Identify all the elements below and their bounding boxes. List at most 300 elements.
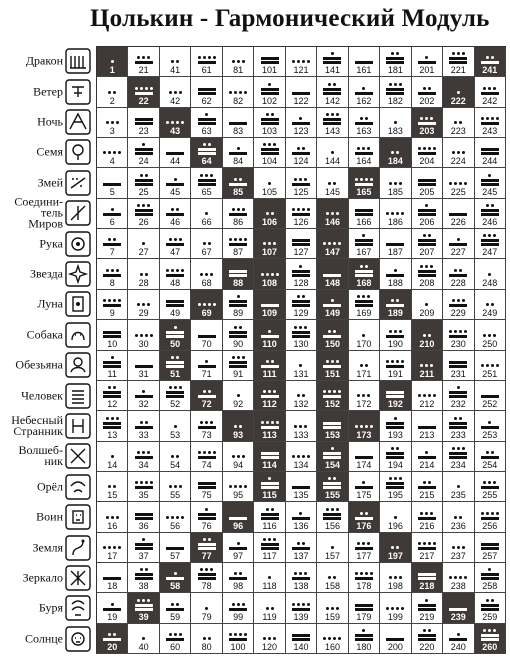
tone-glyph (299, 364, 302, 368)
kin-number: 259 (482, 611, 498, 622)
tone-glyph (106, 516, 119, 520)
kin-cell (349, 593, 380, 623)
seal-row (0, 593, 96, 623)
kin-number: 134 (293, 459, 309, 470)
kin-number: 16 (107, 520, 118, 531)
kin-cell (475, 138, 506, 168)
tone-glyph (198, 174, 216, 186)
tone-glyph (266, 607, 274, 611)
kin-cell (160, 442, 191, 472)
seal-sidebar (0, 46, 96, 654)
kin-cell (128, 472, 159, 502)
tone-glyph (292, 455, 310, 459)
kin-number: 36 (138, 520, 149, 531)
tone-glyph (166, 326, 184, 338)
kin-cell (128, 351, 159, 381)
kin-number: 199 (387, 611, 403, 622)
kin-number: 224 (450, 156, 466, 167)
kin-number: 181 (387, 65, 403, 76)
kin-number: 69 (201, 308, 212, 319)
tone-glyph (328, 576, 336, 580)
kin-cell (223, 108, 254, 138)
tone-glyph (389, 182, 402, 186)
mirror-seal-icon (65, 565, 91, 591)
tone-glyph (386, 417, 404, 429)
kin-cell (97, 593, 128, 623)
kin-number: 203 (419, 126, 435, 137)
kin-cell (97, 259, 128, 289)
kin-number: 22 (138, 95, 149, 106)
kin-number: 147 (324, 247, 340, 258)
sun-seal-icon (65, 626, 91, 652)
kin-cell (254, 47, 285, 77)
kin-cell (128, 47, 159, 77)
tone-glyph (481, 568, 499, 580)
seal-row (0, 350, 96, 380)
seal-row (0, 228, 96, 258)
kin-cell-portal (254, 320, 285, 350)
kin-cell (475, 259, 506, 289)
kin-number: 60 (170, 642, 181, 652)
tone-glyph (135, 451, 153, 459)
tone-glyph (323, 360, 341, 368)
tone-glyph (386, 477, 404, 489)
tone-glyph (449, 417, 467, 429)
seal-name: Ветер (33, 84, 63, 99)
kin-number: 165 (356, 186, 372, 197)
tone-glyph (111, 455, 114, 459)
kin-number: 149 (324, 308, 340, 319)
tone-glyph (449, 299, 467, 307)
tone-glyph (355, 572, 373, 580)
kin-cell (160, 229, 191, 259)
kin-number: 220 (419, 642, 435, 652)
tone-glyph (166, 603, 184, 611)
kin-number: 106 (262, 217, 278, 228)
kin-number: 178 (356, 581, 372, 592)
kin-number: 238 (450, 581, 466, 592)
kin-number: 169 (356, 308, 372, 319)
tone-glyph (198, 360, 216, 368)
kin-cell (191, 351, 222, 381)
kin-number: 212 (419, 399, 435, 410)
kin-number: 251 (482, 368, 498, 379)
kin-number: 91 (233, 368, 244, 379)
kin-cell (412, 502, 443, 532)
kin-number: 139 (293, 611, 309, 622)
tone-glyph (323, 52, 341, 64)
tone-glyph (420, 364, 433, 368)
kin-number: 94 (233, 459, 244, 470)
kin-cell (475, 351, 506, 381)
tone-glyph (386, 242, 404, 246)
storm-seal-icon (65, 595, 91, 621)
kin-number: 258 (482, 581, 498, 592)
kin-number: 158 (324, 581, 340, 592)
tone-glyph (229, 208, 247, 216)
kin-number: 227 (450, 247, 466, 258)
kin-cell (223, 593, 254, 623)
kin-number: 256 (482, 520, 498, 531)
wizard-seal-icon (65, 443, 91, 469)
kin-cell-portal (412, 108, 443, 138)
tone-glyph (103, 238, 121, 246)
kin-cell (223, 442, 254, 472)
kin-number: 236 (450, 520, 466, 531)
kin-cell (317, 168, 348, 198)
tone-glyph (292, 512, 310, 520)
kin-cell (286, 442, 317, 472)
kin-number: 144 (324, 156, 340, 167)
kin-number: 86 (233, 217, 244, 228)
tone-glyph (481, 629, 499, 641)
tone-glyph (423, 334, 431, 338)
tone-glyph (135, 481, 153, 489)
kin-number: 219 (419, 611, 435, 622)
kin-cell-portal (412, 351, 443, 381)
kin-cell (475, 320, 506, 350)
tone-glyph (229, 147, 247, 155)
kin-cell-portal (254, 290, 285, 320)
kin-number: 110 (262, 338, 277, 349)
tone-glyph (386, 637, 404, 641)
kin-number: 159 (324, 611, 340, 622)
seal-row (0, 137, 96, 167)
tone-glyph (142, 637, 145, 641)
tone-glyph (169, 485, 182, 489)
kin-cell-portal (254, 472, 285, 502)
kin-number: 57 (170, 550, 181, 561)
tone-glyph (166, 121, 184, 125)
kin-number: 161 (356, 65, 372, 76)
tone-glyph (135, 390, 153, 398)
kin-cell (317, 533, 348, 563)
kin-cell-portal (443, 77, 474, 107)
kin-number: 237 (450, 550, 466, 561)
tone-glyph (103, 576, 121, 580)
kin-number: 3 (109, 126, 115, 137)
kin-cell-portal (128, 77, 159, 107)
worldbridger-seal-icon (65, 200, 91, 226)
kin-cell (128, 199, 159, 229)
tone-glyph (292, 117, 310, 125)
human-seal-icon (65, 383, 91, 409)
kin-number: 194 (387, 459, 403, 470)
kin-number: 48 (170, 277, 181, 288)
kin-cell (286, 77, 317, 107)
tone-glyph (135, 204, 153, 216)
kin-cell (380, 229, 411, 259)
kin-cell (475, 472, 506, 502)
tone-glyph (135, 87, 153, 95)
kin-number: 172 (356, 399, 372, 410)
tone-glyph (140, 273, 148, 277)
kin-cell (443, 381, 474, 411)
tone-glyph (323, 113, 341, 125)
kin-cell (160, 472, 191, 502)
tone-glyph (389, 576, 402, 580)
kin-cell (443, 502, 474, 532)
kin-cell (223, 229, 254, 259)
kin-number: 103 (262, 126, 278, 137)
kin-number: 179 (356, 611, 372, 622)
kin-cell (160, 47, 191, 77)
kin-number: 249 (482, 308, 498, 319)
tone-glyph (166, 299, 184, 307)
kin-cell-portal (191, 290, 222, 320)
kin-number: 11 (107, 368, 117, 379)
kin-number: 13 (107, 429, 118, 440)
kin-cell (223, 290, 254, 320)
tone-glyph (229, 326, 247, 338)
kin-cell (475, 381, 506, 411)
kin-number: 160 (324, 642, 340, 652)
kin-cell (254, 563, 285, 593)
kin-number: 230 (450, 338, 466, 349)
kin-number: 14 (107, 459, 118, 470)
kin-cell (160, 259, 191, 289)
tone-glyph (103, 546, 121, 550)
tone-glyph (355, 234, 373, 246)
tone-glyph (200, 273, 213, 277)
kin-cell (128, 108, 159, 138)
kin-number: 78 (201, 581, 212, 592)
kin-cell (412, 442, 443, 472)
tone-glyph (229, 633, 247, 641)
kin-number: 202 (419, 95, 435, 106)
kin-cell (380, 472, 411, 502)
kin-number: 175 (356, 490, 372, 501)
tone-glyph (449, 576, 467, 580)
seal-name: Буря (38, 600, 63, 615)
tone-glyph (229, 91, 247, 95)
kin-number: 153 (324, 429, 340, 440)
kin-cell (191, 229, 222, 259)
kin-cell (412, 472, 443, 502)
kin-number: 188 (387, 277, 403, 288)
kin-cell (412, 411, 443, 441)
kin-number: 225 (450, 186, 466, 197)
kin-number: 222 (450, 95, 466, 106)
kin-cell-portal (443, 593, 474, 623)
tone-glyph (486, 303, 494, 307)
kin-cell (97, 138, 128, 168)
seal-name: Луна (37, 296, 63, 311)
tone-glyph (166, 151, 184, 155)
tone-glyph (103, 208, 121, 216)
tone-glyph (166, 633, 184, 641)
tone-glyph (418, 178, 436, 186)
tone-glyph (198, 303, 216, 307)
kin-cell (443, 138, 474, 168)
kin-cell (349, 320, 380, 350)
kin-number: 26 (138, 217, 149, 228)
tone-glyph (205, 607, 208, 611)
tone-glyph (326, 212, 339, 216)
kin-number: 260 (482, 642, 498, 652)
kin-cell (286, 259, 317, 289)
kin-number: 27 (138, 247, 149, 258)
kin-cell (128, 320, 159, 350)
kin-number: 46 (170, 217, 181, 228)
tone-glyph (135, 56, 153, 64)
tone-glyph (454, 121, 462, 125)
kin-number: 62 (201, 95, 212, 106)
kin-number: 47 (170, 247, 181, 258)
seal-row (0, 441, 96, 471)
tone-glyph (297, 394, 305, 398)
kin-cell (349, 47, 380, 77)
tone-glyph (326, 607, 339, 611)
kin-cell (443, 533, 474, 563)
seal-name: Орёл (37, 479, 63, 494)
kin-cell (443, 320, 474, 350)
tone-glyph (166, 572, 184, 580)
tone-glyph (268, 182, 271, 186)
kin-cell (380, 320, 411, 350)
kin-number: 162 (356, 95, 372, 106)
wind-seal-icon (65, 79, 91, 105)
kin-cell (191, 502, 222, 532)
kin-cell (443, 229, 474, 259)
kin-number: 208 (419, 277, 435, 288)
kin-cell (223, 563, 254, 593)
kin-cell-portal (223, 168, 254, 198)
tone-glyph (198, 334, 216, 338)
kin-number: 221 (450, 65, 466, 76)
kin-cell (349, 108, 380, 138)
kin-cell (317, 593, 348, 623)
kin-number: 196 (387, 520, 403, 531)
kin-cell (160, 199, 191, 229)
kin-number: 28 (138, 277, 149, 288)
kin-number: 185 (387, 186, 403, 197)
tone-glyph (205, 212, 208, 216)
tone-glyph (323, 83, 341, 95)
kin-cell (223, 199, 254, 229)
kin-cell (412, 229, 443, 259)
kin-number: 195 (387, 490, 403, 501)
kin-number: 79 (201, 611, 212, 622)
seal-row (0, 320, 96, 350)
kin-cell-portal (317, 320, 348, 350)
kin-cell-portal (475, 47, 506, 77)
kin-cell (191, 563, 222, 593)
tone-glyph (418, 572, 436, 580)
tone-glyph (135, 143, 153, 155)
tone-glyph (171, 455, 179, 459)
tone-glyph (261, 477, 279, 489)
kin-number: 244 (482, 156, 498, 167)
kin-number: 34 (138, 459, 149, 470)
kin-number: 128 (293, 277, 309, 288)
kin-cell (286, 502, 317, 532)
earth-seal-icon (65, 535, 91, 561)
tone-glyph (355, 87, 373, 95)
tone-glyph (103, 182, 121, 186)
tone-glyph (135, 334, 153, 338)
seal-row (0, 624, 96, 654)
kin-cell (97, 563, 128, 593)
seal-name: Соедини- тель Миров (14, 194, 63, 231)
kin-number: 215 (419, 490, 435, 501)
kin-number: 85 (233, 186, 244, 197)
tone-glyph (323, 299, 341, 307)
tone-glyph (169, 91, 182, 95)
kin-number: 92 (233, 399, 244, 410)
tone-glyph (203, 242, 211, 246)
kin-number: 177 (356, 550, 372, 561)
kin-cell (128, 168, 159, 198)
kin-number: 204 (419, 156, 435, 167)
kin-number: 246 (482, 217, 498, 228)
tone-glyph (386, 83, 404, 95)
kin-number: 99 (233, 611, 244, 622)
kin-number: 42 (170, 95, 181, 106)
tone-glyph (135, 538, 153, 550)
kin-number: 138 (293, 581, 309, 592)
kin-cell (254, 593, 285, 623)
tone-glyph (386, 447, 404, 459)
kin-number: 116 (262, 520, 277, 531)
kin-number: 100 (230, 642, 246, 652)
kin-number: 72 (201, 399, 212, 410)
tone-glyph (481, 421, 499, 429)
kin-number: 157 (324, 550, 340, 561)
kin-cell (349, 381, 380, 411)
kin-cell (412, 77, 443, 107)
kin-number: 65 (201, 186, 212, 197)
kin-cell (254, 77, 285, 107)
tone-glyph (418, 394, 436, 398)
tone-glyph (266, 212, 274, 216)
tone-glyph (394, 121, 397, 125)
kin-number: 146 (324, 217, 340, 228)
seal-row (0, 259, 96, 289)
kin-cell-portal (317, 290, 348, 320)
tone-glyph (481, 87, 499, 95)
tone-glyph (108, 91, 116, 95)
kin-number: 87 (233, 247, 244, 258)
tone-glyph (386, 212, 404, 216)
kin-number: 114 (262, 459, 277, 470)
kin-number: 21 (138, 65, 149, 76)
kin-number: 51 (170, 368, 181, 379)
kin-number: 96 (233, 520, 244, 531)
kin-number: 229 (450, 308, 466, 319)
kin-number: 136 (293, 520, 309, 531)
tone-glyph (292, 238, 310, 246)
tone-glyph (229, 356, 247, 368)
tone-glyph (355, 147, 373, 155)
kin-number: 154 (324, 459, 340, 470)
kin-number: 80 (201, 642, 212, 652)
kin-number: 152 (324, 399, 340, 410)
kin-number: 216 (419, 520, 435, 531)
kin-number: 223 (450, 126, 466, 137)
tone-glyph (166, 546, 184, 550)
kin-number: 170 (356, 338, 372, 349)
kin-cell (412, 47, 443, 77)
tzolkin-grid (96, 46, 506, 654)
kin-number: 41 (170, 65, 181, 76)
moon-seal-icon (65, 291, 91, 317)
kin-number: 9 (109, 308, 115, 319)
kin-cell (160, 411, 191, 441)
kin-cell (380, 442, 411, 472)
kin-cell (191, 472, 222, 502)
kin-cell (286, 168, 317, 198)
